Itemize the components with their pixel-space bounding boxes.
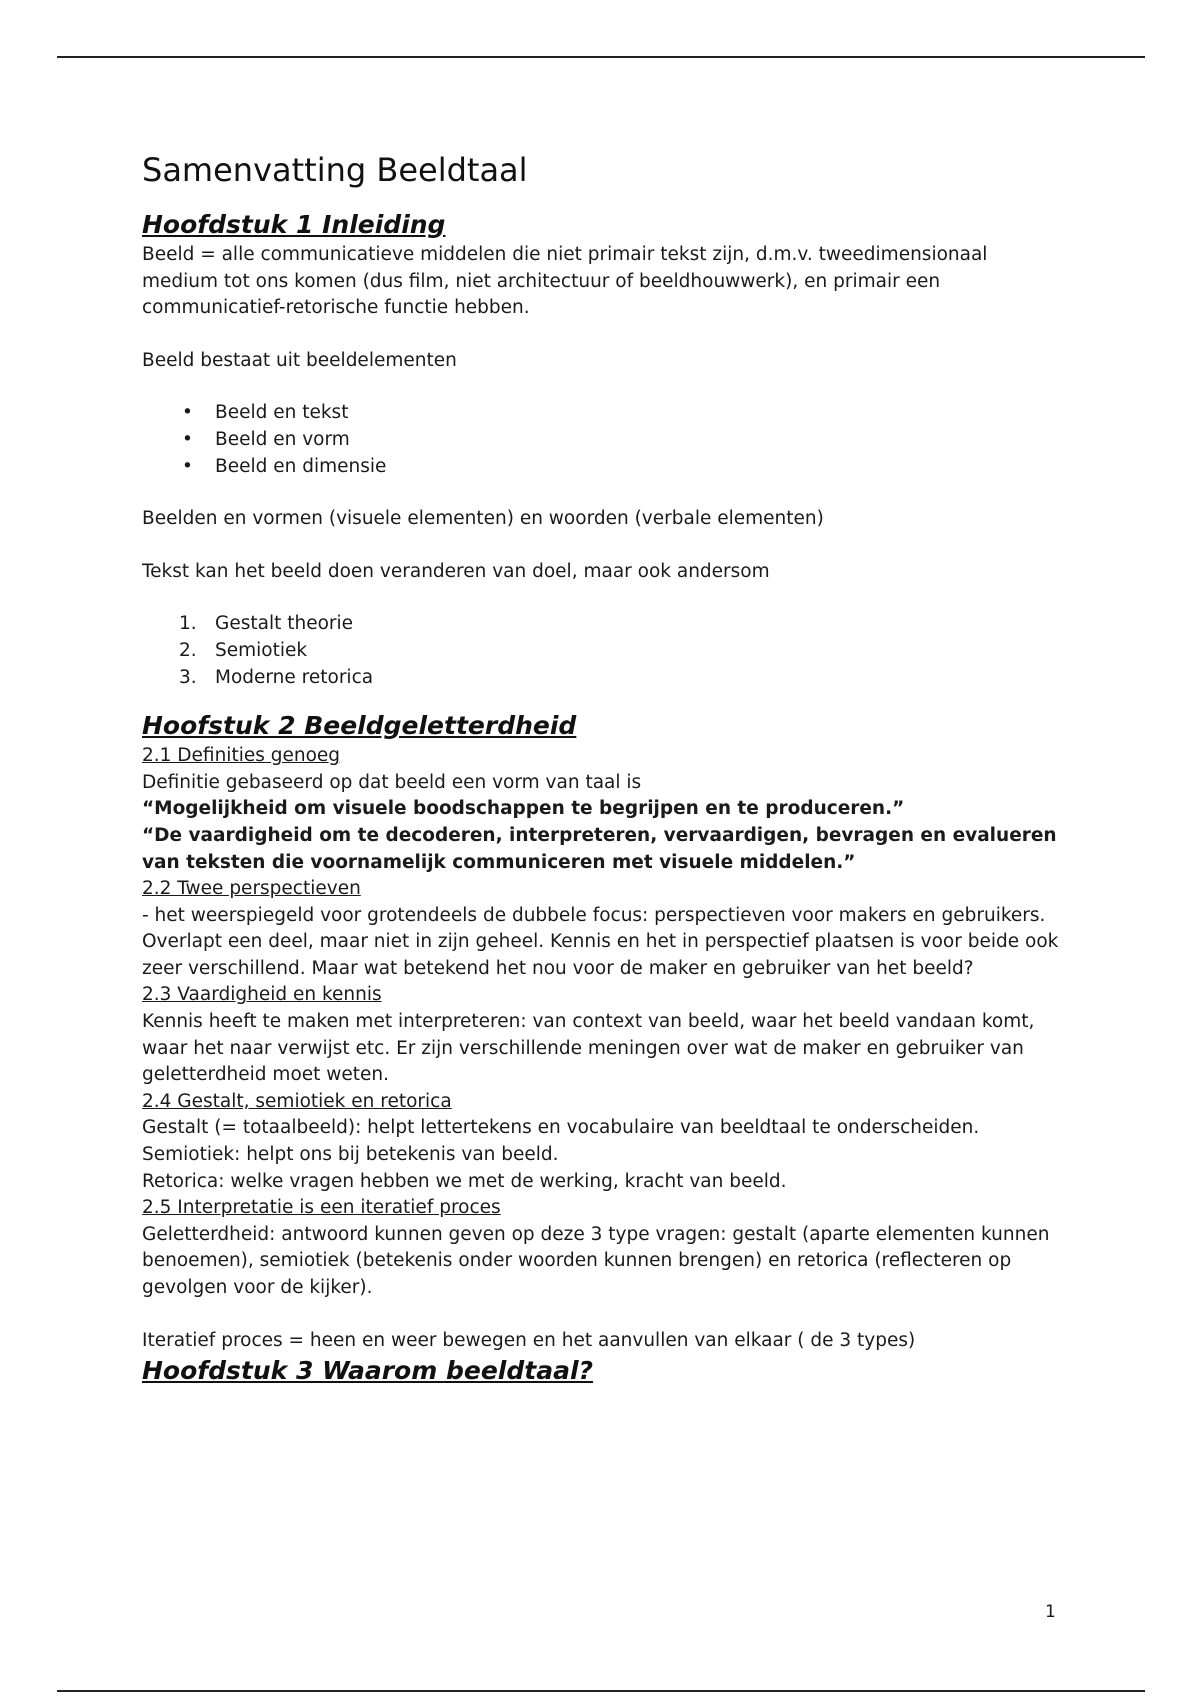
section-2-1-text: Definitie gebaseerd op dat beeld een vorm van taal is xyxy=(142,771,642,793)
elements-intro: Beeld bestaat uit beeldelementen xyxy=(142,349,457,371)
list-item: 3. Moderne retorica xyxy=(179,666,374,688)
beeld-definition: Beeld = alle communicatieve middelen die niet primair tekst zijn, d.m.v. tweedimensionaal medium tot ons komen (dus film, niet architectuur of beeldhouwwerk), en primair een communicatief-retorische functie hebben. xyxy=(142,244,988,319)
section-2-3-title: 2.3 Vaardigheid en kennis xyxy=(142,984,382,1006)
page-number: 1 xyxy=(1045,1602,1056,1622)
quote-2: “De vaardigheid om te decoderen, interpreteren, vervaardigen, bevragen en evalueren van teksten die voornamelijk communiceren met visuele middelen.” xyxy=(142,824,1057,873)
gestalt-line: Gestalt (= totaalbeeld): helpt lettertekens en vocabulaire van beeldtaal te onderscheiden. xyxy=(142,1117,980,1139)
bullet-list xyxy=(142,400,1062,480)
list-item: 2. Semiotiek xyxy=(179,639,308,661)
footer-rule xyxy=(57,1690,1145,1692)
chapter-2-heading: Hoofstuk 2 Beeldgeletterdheid xyxy=(142,711,577,741)
document-title: Samenvatting Beeldtaal xyxy=(142,151,528,189)
visual-verbal-text: Beelden en vormen (visuele elementen) en woorden (verbale elementen) xyxy=(142,508,824,530)
bullet-icon: • xyxy=(182,428,193,450)
bullet-icon: • xyxy=(182,402,193,424)
bullet-icon: • xyxy=(182,455,193,477)
chapter-3-heading: Hoofdstuk 3 Waarom beeldtaal? xyxy=(142,1356,594,1386)
retorica-line: Retorica: welke vragen hebben we met de werking, kracht van beeld. xyxy=(142,1170,787,1192)
section-2-4-title: 2.4 Gestalt, semiotiek en retorica xyxy=(142,1090,452,1112)
section-2-2-text: - het weerspiegeld voor grotendeels de dubbele focus: perspectieven voor makers en gebruikers. Overlapt een deel, maar niet in zijn geheel. Kennis en het in perspectief plaatsen is voor beide ook zeer verschillend. Maar wat betekend het nou voor de maker en gebruiker van het beeld? xyxy=(142,904,1059,979)
chapter-1-heading: Hoofdstuk 1 Inleiding xyxy=(142,210,446,239)
list-item: • Beeld en vorm xyxy=(142,427,1062,454)
semiotiek-line: Semiotiek: helpt ons bij betekenis van beeld. xyxy=(142,1144,559,1166)
numbered-list xyxy=(142,611,1062,691)
quote-1: “Mogelijkheid om visuele boodschappen te begrijpen en te produceren.” xyxy=(142,798,905,820)
section-2-2-title: 2.2 Twee perspectieven xyxy=(142,878,361,900)
section-2-1-title: 2.1 Definities genoeg xyxy=(142,745,341,767)
text-change-text: Tekst kan het beeld doen veranderen van doel, maar ook andersom xyxy=(142,560,770,582)
section-2-3-text: Kennis heeft te maken met interpreteren: van context van beeld, waar het beeld vandaan komt, waar het naar verwijst etc. Er zijn verschillende meningen over wat de maker en gebruiker van geletterdheid moet weten. xyxy=(142,1011,1035,1086)
section-2-5-title: 2.5 Interpretatie is een iteratief proces xyxy=(142,1197,501,1219)
section-2-5-text: Geletterdheid: antwoord kunnen geven op deze 3 type vragen: gestalt (aparte elementen kunnen benoemen), semiotiek (betekenis onder woorden kunnen brengen) en retorica (reflecteren op gevolgen voor de kijker). xyxy=(142,1223,1050,1298)
header-rule xyxy=(57,56,1145,58)
list-item: • Beeld en dimensie xyxy=(142,454,1062,481)
document-body xyxy=(142,138,1062,1388)
list-item: 1. Gestalt theorie xyxy=(179,613,354,635)
iterative-process-text: Iteratief proces = heen en weer bewegen en het aanvullen van elkaar ( de 3 types) xyxy=(142,1329,916,1351)
list-item: • Beeld en tekst xyxy=(142,400,1062,427)
